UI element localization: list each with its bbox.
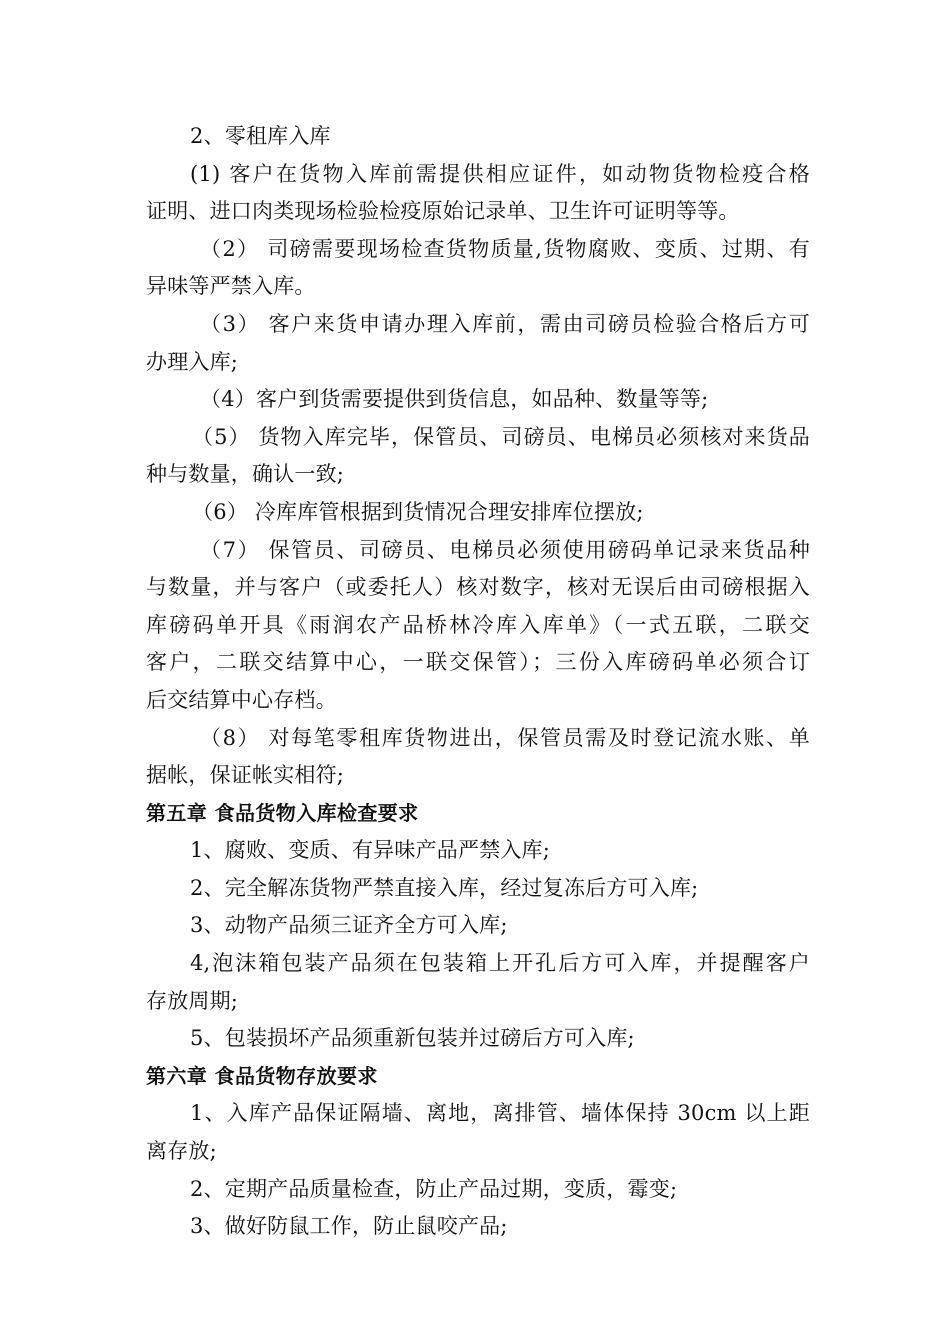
paragraph-line: （2） 司磅需要现场检查货物质量,货物腐败、变质、过期、有: [200, 236, 810, 261]
list-item: 2、定期产品质量检查，防止产品过期，变质，霉变;: [190, 1176, 678, 1201]
paragraph-line: 库磅码单开具《雨润农产品桥林冷库入库单》（一式五联，二联交: [146, 612, 810, 637]
paragraph-line: （7） 保管员、司磅员、电梯员必须使用磅码单记录来货品种: [200, 537, 810, 562]
paragraph-line: 与数量，并与客户（或委托人）核对数字，核对无误后由司磅根据入: [146, 575, 810, 600]
paragraph-line: 证明、进口肉类现场检验检疫原始记录单、卫生许可证明等等。: [146, 199, 740, 224]
paragraph-line: 异味等严禁入库。: [146, 274, 316, 299]
paragraph-line: 据帐，保证帐实相符;: [146, 763, 345, 788]
list-item: 1、入库产品保证隔墙、离地，离排管、墙体保持 30cm 以上距: [190, 1101, 810, 1126]
list-item: 5、包装损坏产品须重新包装并过磅后方可入库;: [190, 1026, 635, 1051]
paragraph-line: 种与数量，确认一致;: [146, 462, 345, 487]
paragraph-line: 后交结算中心存档。: [146, 687, 337, 712]
list-item: 3、动物产品须三证齐全方可入库;: [190, 913, 508, 938]
paragraph-line: （5） 货物入库完毕，保管员、司磅员、电梯员必须核对来货品: [192, 424, 810, 449]
list-item: 1、腐败、变质、有异味产品严禁入库;: [190, 838, 551, 863]
paragraph-line: （4）客户到货需要提供到货信息，如品种、数量等等;: [200, 387, 709, 412]
paragraph-line: 办理入库;: [146, 349, 239, 374]
paragraph-line: (1) 客户在货物入库前需提供相应证件，如动物货物检疫合格: [190, 161, 810, 186]
list-item-continuation: 离存放;: [146, 1139, 217, 1164]
list-item-continuation: 存放周期;: [146, 988, 239, 1013]
chapter-heading-5: 第五章 食品货物入库检查要求: [146, 800, 419, 825]
list-item: 4,泡沫箱包装产品须在包装箱上开孔后方可入库，并提醒客户: [190, 951, 810, 976]
list-item: 2、完全解冻货物严禁直接入库，经过复冻后方可入库;: [190, 875, 699, 900]
paragraph-line: （6） 冷库库管根据到货情况合理安排库位摆放;: [192, 499, 644, 524]
paragraph-line: （3） 客户来货申请办理入库前，需由司磅员检验合格后方可: [200, 311, 810, 336]
paragraph-line: （8） 对每笔零租库货物进出，保管员需及时登记流水账、单: [200, 725, 810, 750]
paragraph-line: 客户，二联交结算中心，一联交保管）；三份入库磅码单必须合订: [146, 650, 810, 675]
list-item: 3、做好防鼠工作，防止鼠咬产品;: [190, 1214, 508, 1239]
document-body: [146, 118, 810, 1246]
section-title-zero-rent-inbound: 2、零租库入库: [190, 124, 331, 148]
chapter-heading-6: 第六章 食品货物存放要求: [146, 1063, 378, 1088]
